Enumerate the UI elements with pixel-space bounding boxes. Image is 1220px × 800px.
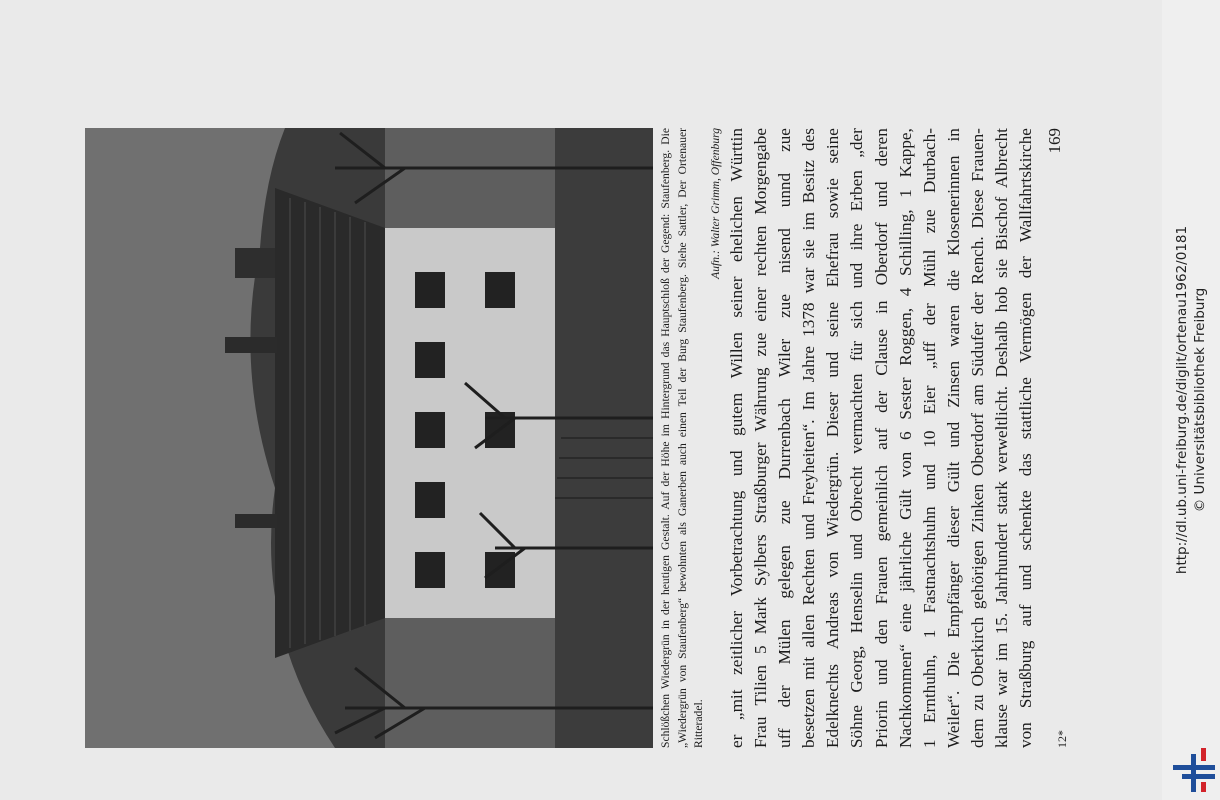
- photo-credit: Aufn.: Walter Grimm, Offenburg: [708, 128, 722, 279]
- body-line: Nachkommen“ eine jährliche Gült von 6 Sester Roggen, 4 Schilling, 1 Kappe,: [895, 128, 915, 748]
- book-page: [85, 128, 1085, 748]
- body-text: [725, 128, 1038, 748]
- body-line: er „mit zeitlicher Vorbetrachtung und gutem Willen seiner ehelichen Württin: [727, 128, 746, 748]
- body-line: dem zu Oberkirch gehörigen Zinken Oberdorf am Südufer der Rench. Diese Frauen-: [967, 128, 987, 748]
- body-line: von Straßburg auf und schenkte das stattliche Vermögen der Wallfahrtskirche: [1016, 128, 1036, 748]
- body-line: Weiler“. Die Empfänger dieser Gült und Zinsen waren die Klosenerinnen in: [943, 128, 963, 748]
- body-line: klause war im 15. Jahrhundert stark verweltlicht. Deshalb hob sie Bischof Albrecht: [992, 128, 1012, 748]
- body-line: Söhne Georg, Henselin und Obrecht vermachten für sich und ihre Erben „der: [847, 128, 867, 748]
- body-line: uff der Mülen gelegen zue Durrenbach Wiler zue nisend unnd zue: [775, 128, 795, 748]
- body-line: besetzen mit allen Rechten und Freyheiten“. Im Jahre 1378 war sie im Besitz des: [799, 128, 819, 748]
- body-line: 1 Ernthuhn, 1 Fastnachtshuhn und 10 Eier „uff der Mühl zue Durbach-: [919, 128, 939, 748]
- document-url-link[interactable]: http://dl.ub.uni-freiburg.de/diglit/ortenau1962/0181: [1174, 225, 1190, 575]
- photograph-wiedergruen: [85, 128, 653, 748]
- body-line: Frau Tilien 5 Mark Sylbers Straßburger Währung zue einer rechten Morgengabe: [751, 128, 771, 748]
- library-attribution: [1173, 226, 1209, 574]
- sheet-mark: 12*: [1055, 730, 1069, 748]
- university-library-logo-icon: [1173, 748, 1215, 792]
- photo-caption: [658, 128, 724, 748]
- copyright-notice: © Universitätsbibliothek Freiburg: [1192, 287, 1208, 513]
- body-line: Priorin und den Frauen gemeinlich auf der Clause in Oberdorf und deren: [871, 128, 891, 748]
- caption-text: Schlößchen Wiedergrün in der heutigen Gestalt. Auf der Höhe im Hintergrund das Hauptschloß der Gegend: Staufenberg. Die „Wiedergrün von Staufenberg“ bewohnten als Ganerben auch einen Teil der Burg Staufenberg. Siehe Sattler, Der Ortenauer Ritteradel.: [659, 128, 705, 748]
- page-number: 169: [1045, 128, 1064, 154]
- body-line: Edelknechts Andreas von Wiedergrün. Dieser und seine Ehefrau sowie seine: [823, 128, 843, 748]
